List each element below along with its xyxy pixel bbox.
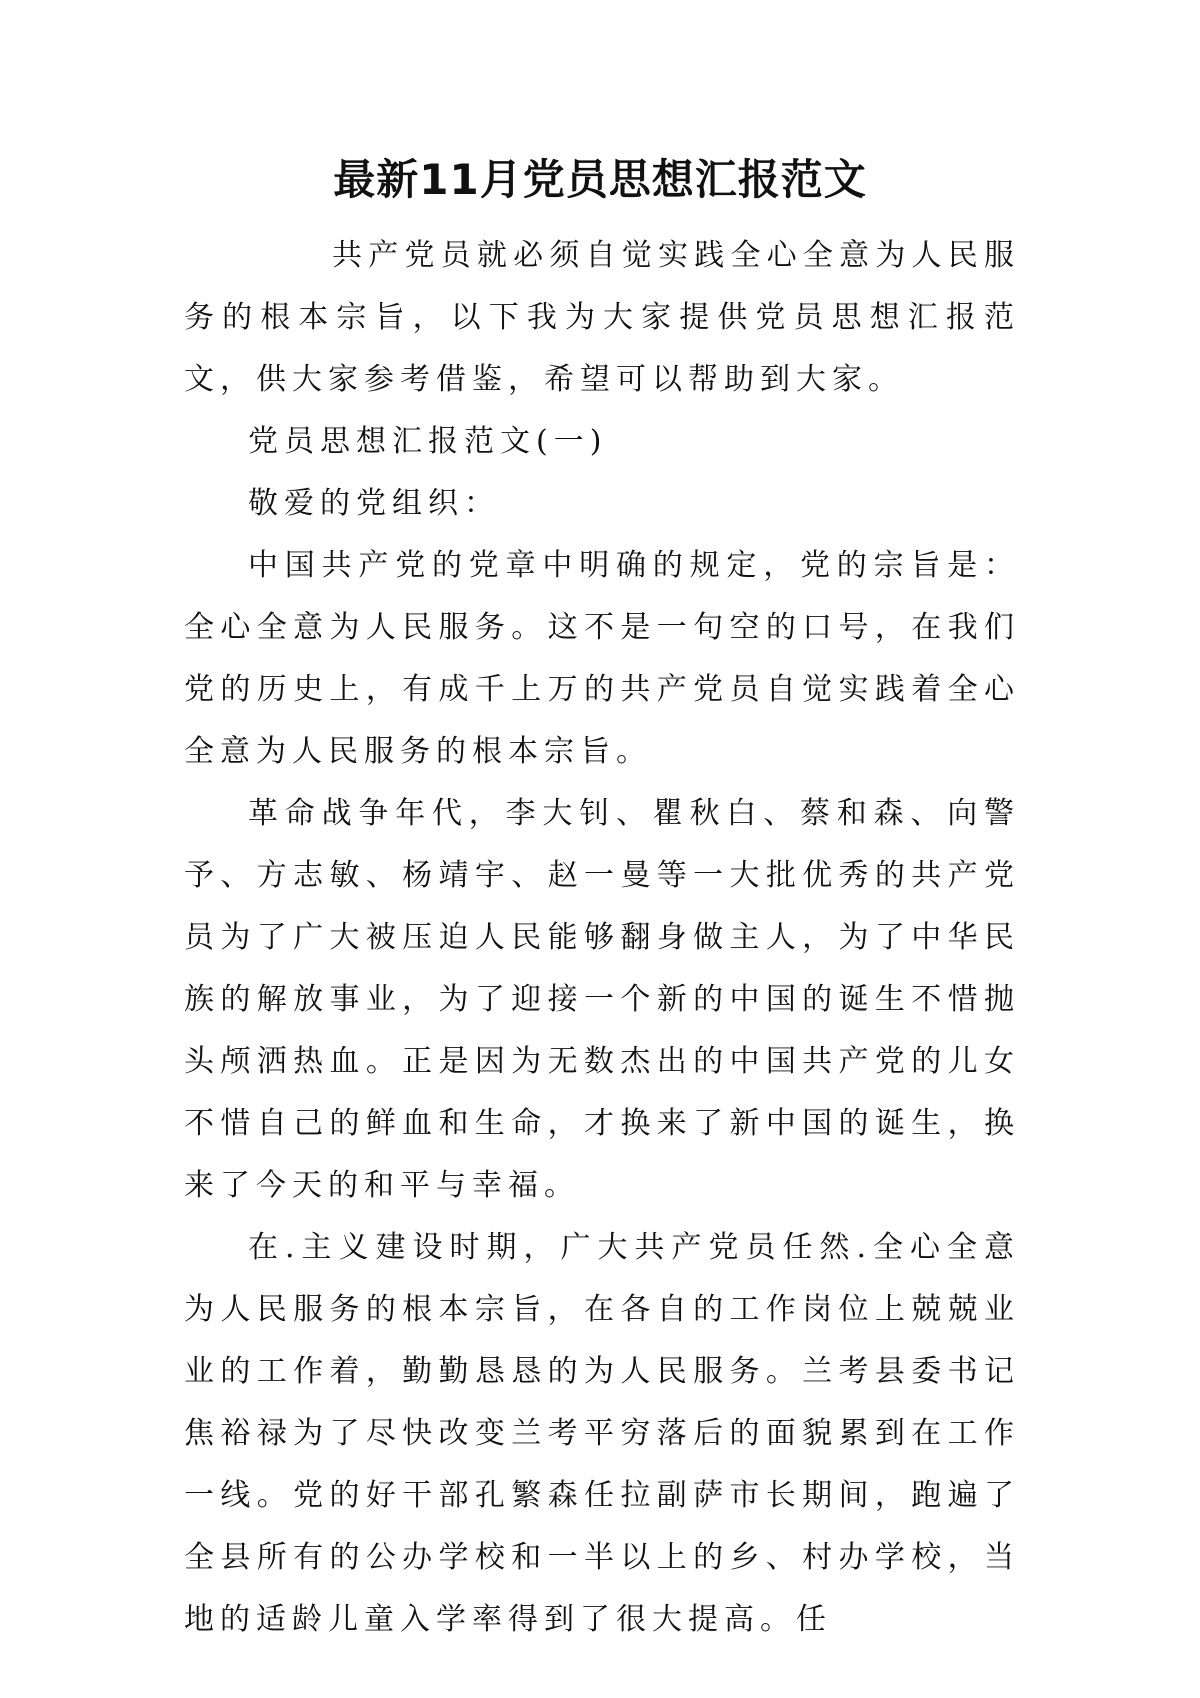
body-paragraph-2: 革命战争年代，李大钊、瞿秋白、蔡和森、向警予、方志敏、杨靖宇、赵一曼等一大批优秀的共产党员为了广大被压迫人民能够翻身做主人，为了中华民族的解放事业，为了迎接一个新的中国的诞生不惜抛头颅洒热血。正是因为无数杰出的中国共产党的儿女不惜自己的鲜血和生命，才换来了新中国的诞生，换来了今天的和平与幸福。 — [184, 796, 1020, 1203]
document-title: 最新11月党员思想汇报范文 — [333, 155, 867, 204]
section-heading: 党员思想汇报范文(一) — [248, 424, 608, 459]
document-body — [184, 225, 1020, 1651]
body-paragraph-3: 在.主义建设时期，广大共产党员任然.全心全意为人民服务的根本宗旨，在各自的工作岗位上兢兢业业的工作着，勤勤恳恳的为人民服务。兰考县委书记焦裕禄为了尽快改变兰考平穷落后的面貌累到在工作一线。党的好干部孔繁森任拉副萨市长期间，跑遍了全县所有的公办学校和一半以上的乡、村办学校，当地的适龄儿童入学率得到了很大提高。任 — [184, 1230, 1020, 1637]
salutation: 敬爱的党组织： — [248, 486, 500, 521]
intro-paragraph: 共产党员就必须自觉实践全心全意为人民服务的根本宗旨，以下我为大家提供党员思想汇报范文，供大家参考借鉴，希望可以帮助到大家。 — [184, 238, 1020, 397]
body-paragraph-1: 中国共产党的党章中明确的规定，党的宗旨是：全心全意为人民服务。这不是一句空的口号，在我们党的历史上，有成千上万的共产党员自觉实践着全心全意为人民服务的根本宗旨。 — [184, 548, 1020, 769]
